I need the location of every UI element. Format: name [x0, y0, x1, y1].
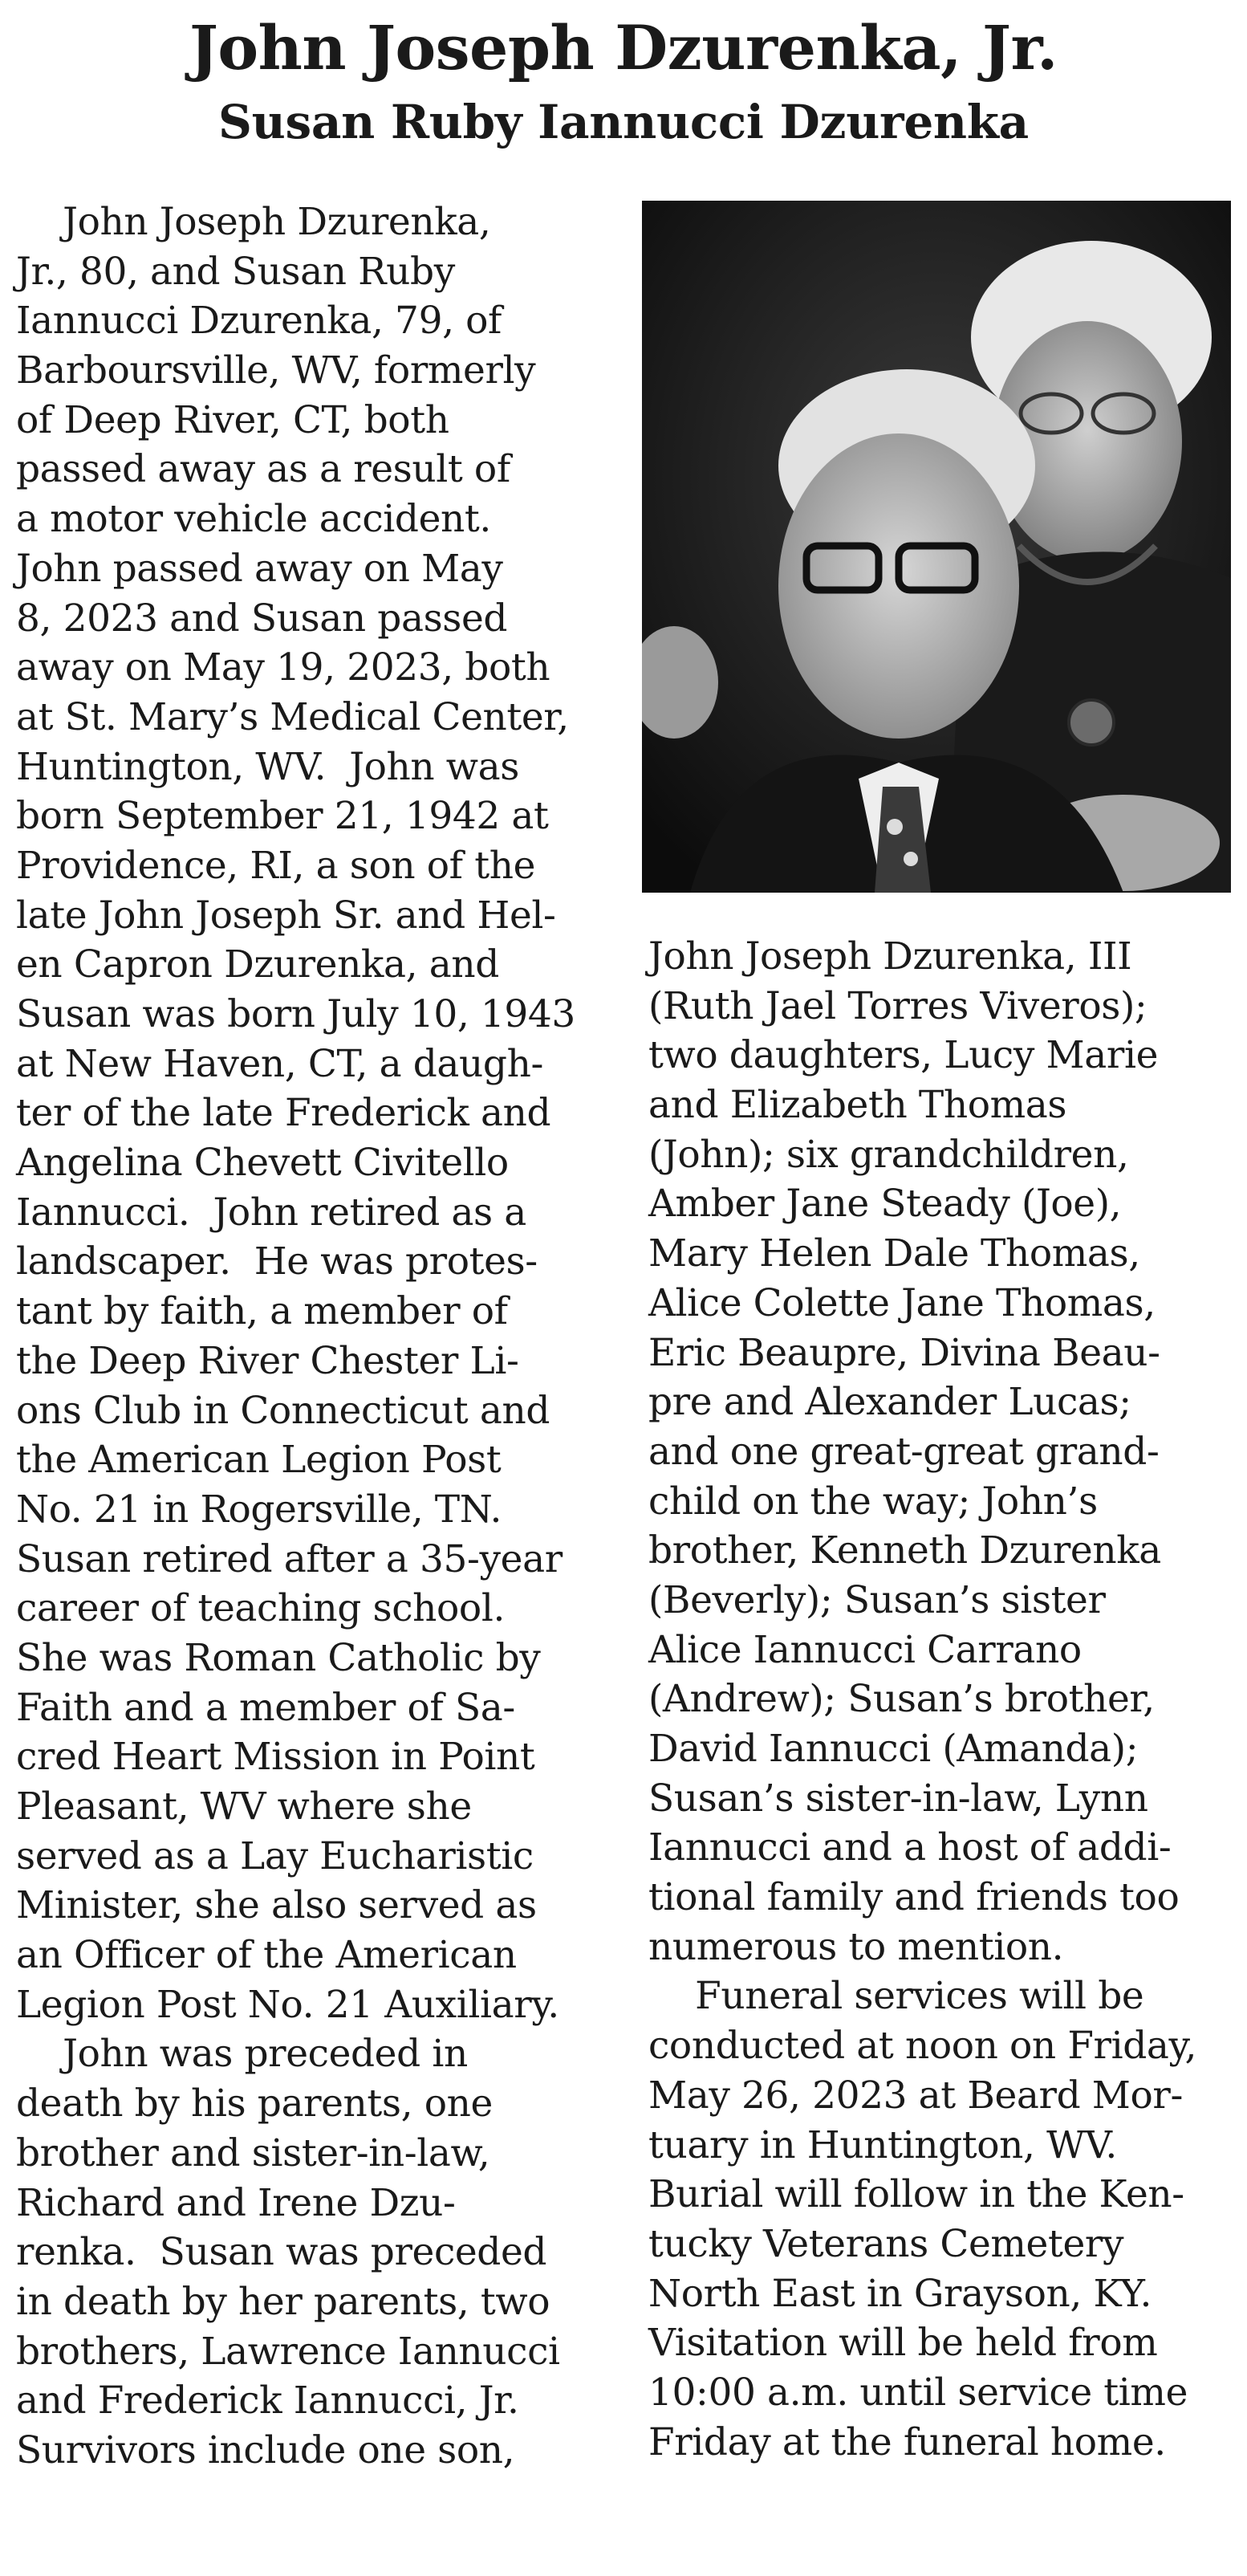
- left-column-text: [16, 197, 610, 2476]
- text-line: David Iannucci (Amanda);: [648, 1727, 1139, 1771]
- text-line: Huntington, WV. John was: [16, 744, 519, 789]
- text-line: Legion Post No. 21 Auxiliary.: [16, 1982, 559, 2027]
- couple-portrait-photo: [642, 201, 1231, 893]
- text-line: ons Club in Connecticut and: [16, 1388, 550, 1433]
- text-line: and one great-great grand-: [648, 1429, 1160, 1474]
- text-line: 8, 2023 and Susan passed: [16, 596, 508, 641]
- text-line: (John); six grandchildren,: [648, 1132, 1129, 1177]
- text-line: child on the way; John’s: [648, 1479, 1098, 1524]
- text-line: (Ruth Jael Torres Viveros);: [648, 983, 1147, 1028]
- text-line: the Deep River Chester Li-: [16, 1338, 519, 1383]
- text-line: pre and Alexander Lucas;: [648, 1380, 1131, 1425]
- text-line: Survivors include one son,: [16, 2427, 515, 2472]
- text-line: brothers, Lawrence Iannucci: [16, 2329, 560, 2374]
- text-line: born September 21, 1942 at: [16, 794, 549, 839]
- text-line: Mary Helen Dale Thomas,: [648, 1231, 1140, 1276]
- text-line: Susan’s sister-in-law, Lynn: [648, 1776, 1148, 1821]
- text-line: Angelina Chevett Civitello: [16, 1141, 509, 1186]
- text-line: tant by faith, a member of: [16, 1289, 508, 1334]
- text-line: (Andrew); Susan’s brother,: [648, 1677, 1155, 1722]
- text-line: landscaper. He was protes-: [16, 1239, 538, 1284]
- text-line: an Officer of the American: [16, 1933, 517, 1978]
- text-line: Susan retired after a 35-year: [16, 1536, 563, 1581]
- text-line: John Joseph Dzurenka, III: [648, 934, 1132, 979]
- text-line: at St. Mary’s Medical Center,: [16, 694, 569, 739]
- text-line: Iannucci Dzurenka, 79, of: [16, 299, 502, 344]
- text-line: Providence, RI, a son of the: [16, 843, 535, 888]
- text-line: Eric Beaupre, Divina Beau-: [648, 1330, 1160, 1375]
- text-line: a motor vehicle accident.: [16, 497, 491, 542]
- text-line: Burial will follow in the Ken-: [648, 2172, 1184, 2217]
- text-line: Minister, she also served as: [16, 1883, 537, 1928]
- headline-subtitle: Susan Ruby Iannucci Dzurenka: [218, 95, 1029, 149]
- text-line: at New Haven, CT, a daugh-: [16, 1041, 543, 1086]
- text-line: brother and sister-in-law,: [16, 2130, 490, 2175]
- text-line: Iannucci. John retired as a: [16, 1190, 526, 1235]
- text-line: Susan was born July 10, 1943: [16, 992, 575, 1036]
- text-line: No. 21 in Rogersville, TN.: [16, 1487, 502, 1532]
- text-line: of Deep River, CT, both: [16, 397, 449, 442]
- text-line: Friday at the funeral home.: [648, 2419, 1166, 2464]
- text-line: renka. Susan was preceded: [16, 2230, 547, 2275]
- text-line: Barboursville, WV, formerly: [16, 348, 536, 393]
- text-line: John passed away on May: [16, 546, 503, 591]
- text-line: away on May 19, 2023, both: [16, 645, 550, 690]
- text-line: Alice Iannucci Carrano: [648, 1627, 1082, 1672]
- text-line: numerous to mention.: [648, 1924, 1064, 1969]
- text-line: cred Heart Mission in Point: [16, 1735, 535, 1780]
- text-line: and Elizabeth Thomas: [648, 1083, 1067, 1128]
- text-line: death by his parents, one: [16, 2082, 493, 2126]
- text-line: tucky Veterans Cemetery: [648, 2221, 1124, 2266]
- text-line: tuary in Huntington, WV.: [648, 2122, 1117, 2167]
- text-line: Visitation will be held from: [648, 2321, 1158, 2366]
- portrait-image: [642, 201, 1231, 893]
- text-line: passed away as a result of: [16, 447, 510, 492]
- text-line: Amber Jane Steady (Joe),: [648, 1182, 1122, 1227]
- right-column-text: [648, 932, 1234, 2467]
- text-line: conducted at noon on Friday,: [648, 2024, 1196, 2069]
- text-line: John was preceded in: [16, 2032, 468, 2077]
- text-line: Pleasant, WV where she: [16, 1784, 472, 1829]
- text-line: Faith and a member of Sa-: [16, 1685, 515, 1730]
- text-line: North East in Grayson, KY.: [648, 2271, 1152, 2316]
- text-line: ter of the late Frederick and: [16, 1091, 551, 1136]
- text-line: 10:00 a.m. until service time: [648, 2370, 1188, 2415]
- headline-title: John Joseph Dzurenka, Jr.: [189, 12, 1058, 83]
- text-line: Funeral services will be: [648, 1974, 1144, 2019]
- text-line: tional family and friends too: [648, 1875, 1180, 1920]
- text-line: Alice Colette Jane Thomas,: [648, 1280, 1156, 1325]
- text-line: career of teaching school.: [16, 1586, 505, 1631]
- text-line: late John Joseph Sr. and Hel-: [16, 893, 556, 938]
- text-line: brother, Kenneth Dzurenka: [648, 1528, 1161, 1573]
- text-line: Iannucci and a host of addi-: [648, 1825, 1172, 1870]
- text-line: and Frederick Iannucci, Jr.: [16, 2379, 519, 2423]
- text-line: served as a Lay Eucharistic: [16, 1833, 534, 1878]
- text-line: John Joseph Dzurenka,: [16, 200, 491, 244]
- text-line: (Beverly); Susan’s sister: [648, 1577, 1106, 1622]
- text-line: May 26, 2023 at Beard Mor-: [648, 2073, 1183, 2118]
- text-line: en Capron Dzurenka, and: [16, 942, 499, 987]
- text-line: the American Legion Post: [16, 1438, 502, 1483]
- text-line: She was Roman Catholic by: [16, 1635, 541, 1680]
- text-line: Jr., 80, and Susan Ruby: [16, 249, 455, 294]
- text-line: Richard and Irene Dzu-: [16, 2180, 456, 2225]
- text-line: two daughters, Lucy Marie: [648, 1033, 1159, 1078]
- text-line: in death by her parents, two: [16, 2279, 550, 2324]
